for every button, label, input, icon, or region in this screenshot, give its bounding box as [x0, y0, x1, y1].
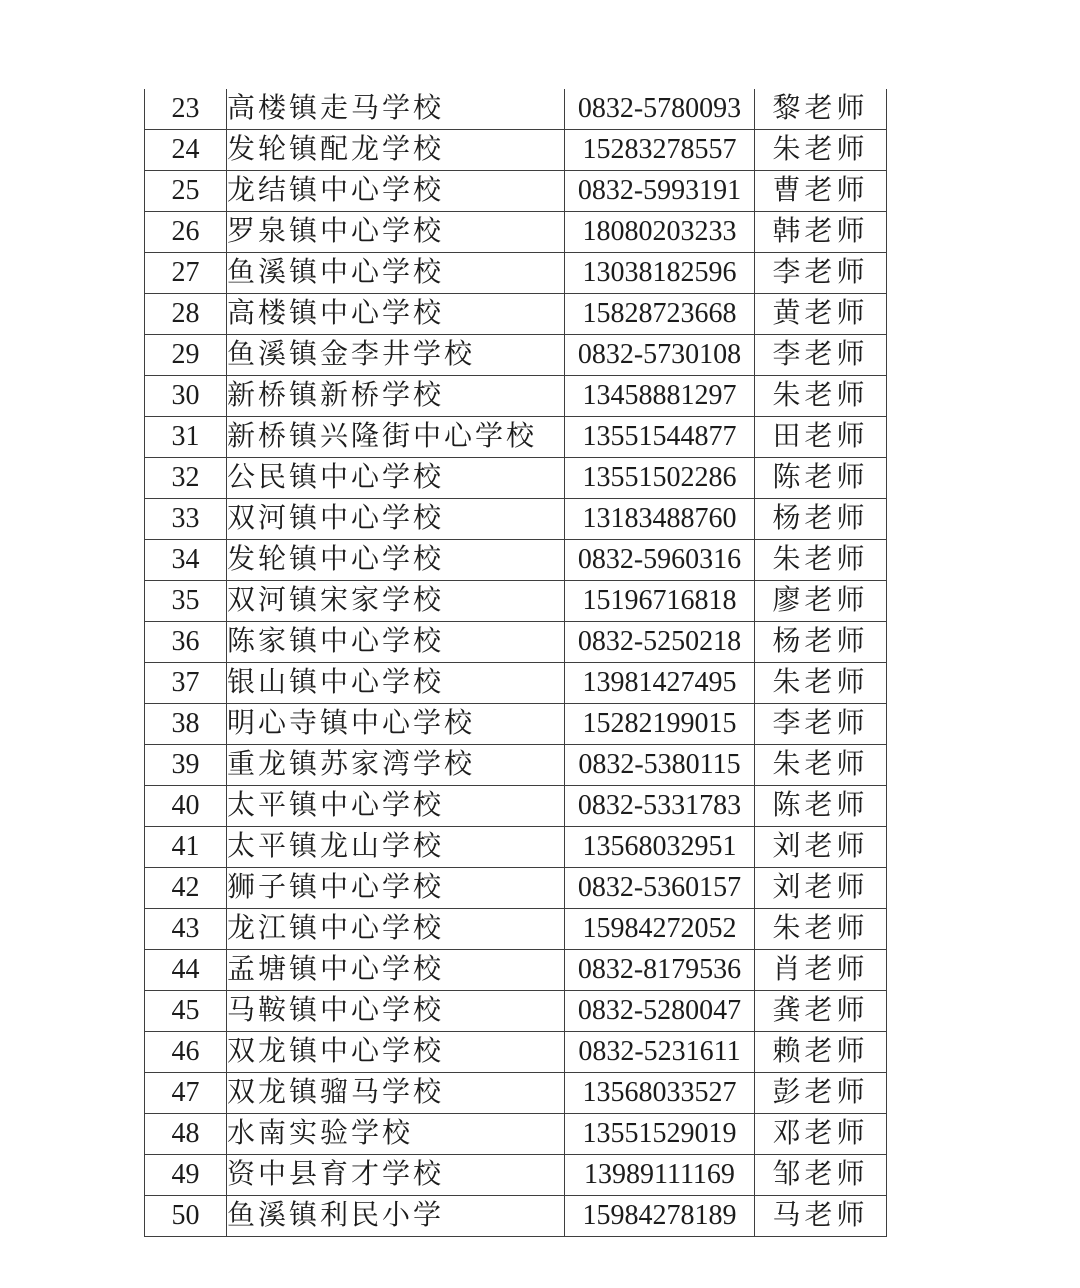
- school-name-cell: 水南实验学校: [227, 1114, 565, 1155]
- contact-name-cell: 邓老师: [755, 1114, 887, 1155]
- phone-number-cell: 0832-5231611: [565, 1032, 755, 1073]
- row-number-cell: 25: [145, 171, 227, 212]
- school-name-cell: 太平镇龙山学校: [227, 827, 565, 868]
- row-number-cell: 49: [145, 1155, 227, 1196]
- table-row: [145, 1114, 887, 1155]
- row-number-cell: 42: [145, 868, 227, 909]
- school-contact-table-container: [144, 89, 882, 1237]
- phone-number-cell: 0832-5960316: [565, 540, 755, 581]
- table-row: [145, 581, 887, 622]
- table-row: [145, 663, 887, 704]
- phone-number-cell: 13568032951: [565, 827, 755, 868]
- school-name-cell: 太平镇中心学校: [227, 786, 565, 827]
- phone-number-cell: 13981427495: [565, 663, 755, 704]
- contact-name-cell: 田老师: [755, 417, 887, 458]
- row-number-cell: 43: [145, 909, 227, 950]
- table-row: [145, 1073, 887, 1114]
- row-number-cell: 41: [145, 827, 227, 868]
- phone-number-cell: 13568033527: [565, 1073, 755, 1114]
- school-name-cell: 龙结镇中心学校: [227, 171, 565, 212]
- contact-name-cell: 李老师: [755, 253, 887, 294]
- table-row: [145, 253, 887, 294]
- row-number-cell: 36: [145, 622, 227, 663]
- contact-name-cell: 马老师: [755, 1196, 887, 1237]
- school-name-cell: 资中县育才学校: [227, 1155, 565, 1196]
- table-row: [145, 704, 887, 745]
- phone-number-cell: 15828723668: [565, 294, 755, 335]
- school-name-cell: 银山镇中心学校: [227, 663, 565, 704]
- phone-number-cell: 18080203233: [565, 212, 755, 253]
- phone-number-cell: 13183488760: [565, 499, 755, 540]
- school-contact-table: [144, 89, 887, 1237]
- row-number-cell: 48: [145, 1114, 227, 1155]
- contact-name-cell: 陈老师: [755, 458, 887, 499]
- contact-name-cell: 肖老师: [755, 950, 887, 991]
- contact-name-cell: 朱老师: [755, 909, 887, 950]
- contact-name-cell: 廖老师: [755, 581, 887, 622]
- table-row: [145, 294, 887, 335]
- table-row: [145, 622, 887, 663]
- row-number-cell: 46: [145, 1032, 227, 1073]
- school-name-cell: 公民镇中心学校: [227, 458, 565, 499]
- table-row: [145, 417, 887, 458]
- row-number-cell: 27: [145, 253, 227, 294]
- contact-name-cell: 朱老师: [755, 376, 887, 417]
- row-number-cell: 24: [145, 130, 227, 171]
- contact-name-cell: 朱老师: [755, 130, 887, 171]
- school-name-cell: 高楼镇中心学校: [227, 294, 565, 335]
- contact-name-cell: 陈老师: [755, 786, 887, 827]
- school-name-cell: 双龙镇中心学校: [227, 1032, 565, 1073]
- phone-number-cell: 0832-5380115: [565, 745, 755, 786]
- school-name-cell: 发轮镇配龙学校: [227, 130, 565, 171]
- table-row: [145, 868, 887, 909]
- contact-name-cell: 朱老师: [755, 745, 887, 786]
- school-name-cell: 重龙镇苏家湾学校: [227, 745, 565, 786]
- phone-number-cell: 15196716818: [565, 581, 755, 622]
- school-name-cell: 罗泉镇中心学校: [227, 212, 565, 253]
- table-row: [145, 171, 887, 212]
- phone-number-cell: 15282199015: [565, 704, 755, 745]
- row-number-cell: 33: [145, 499, 227, 540]
- contact-name-cell: 刘老师: [755, 827, 887, 868]
- table-row: [145, 950, 887, 991]
- table-row: [145, 458, 887, 499]
- school-name-cell: 陈家镇中心学校: [227, 622, 565, 663]
- phone-number-cell: 0832-5331783: [565, 786, 755, 827]
- school-name-cell: 发轮镇中心学校: [227, 540, 565, 581]
- contact-name-cell: 彭老师: [755, 1073, 887, 1114]
- school-name-cell: 双河镇中心学校: [227, 499, 565, 540]
- school-name-cell: 鱼溪镇金李井学校: [227, 335, 565, 376]
- contact-name-cell: 邹老师: [755, 1155, 887, 1196]
- row-number-cell: 39: [145, 745, 227, 786]
- contact-name-cell: 黄老师: [755, 294, 887, 335]
- phone-number-cell: 0832-5280047: [565, 991, 755, 1032]
- school-name-cell: 狮子镇中心学校: [227, 868, 565, 909]
- contact-name-cell: 杨老师: [755, 499, 887, 540]
- row-number-cell: 50: [145, 1196, 227, 1237]
- school-name-cell: 新桥镇兴隆街中心学校: [227, 417, 565, 458]
- phone-number-cell: 0832-5360157: [565, 868, 755, 909]
- school-name-cell: 高楼镇走马学校: [227, 89, 565, 130]
- contact-name-cell: 刘老师: [755, 868, 887, 909]
- school-name-cell: 鱼溪镇中心学校: [227, 253, 565, 294]
- table-row: [145, 376, 887, 417]
- table-row: [145, 130, 887, 171]
- contact-name-cell: 李老师: [755, 704, 887, 745]
- contact-name-cell: 龚老师: [755, 991, 887, 1032]
- row-number-cell: 40: [145, 786, 227, 827]
- phone-number-cell: 0832-5730108: [565, 335, 755, 376]
- row-number-cell: 28: [145, 294, 227, 335]
- table-row: [145, 786, 887, 827]
- phone-number-cell: 0832-5250218: [565, 622, 755, 663]
- row-number-cell: 34: [145, 540, 227, 581]
- phone-number-cell: 13038182596: [565, 253, 755, 294]
- contact-name-cell: 曹老师: [755, 171, 887, 212]
- table-row: [145, 212, 887, 253]
- contact-name-cell: 李老师: [755, 335, 887, 376]
- contact-name-cell: 朱老师: [755, 540, 887, 581]
- table-row: [145, 89, 887, 130]
- row-number-cell: 30: [145, 376, 227, 417]
- contact-name-cell: 韩老师: [755, 212, 887, 253]
- row-number-cell: 37: [145, 663, 227, 704]
- phone-number-cell: 13551544877: [565, 417, 755, 458]
- phone-number-cell: 15984272052: [565, 909, 755, 950]
- school-name-cell: 马鞍镇中心学校: [227, 991, 565, 1032]
- school-name-cell: 明心寺镇中心学校: [227, 704, 565, 745]
- table-row: [145, 335, 887, 376]
- row-number-cell: 35: [145, 581, 227, 622]
- row-number-cell: 23: [145, 89, 227, 130]
- school-name-cell: 双龙镇骝马学校: [227, 1073, 565, 1114]
- school-name-cell: 孟塘镇中心学校: [227, 950, 565, 991]
- table-row: [145, 991, 887, 1032]
- table-row: [145, 540, 887, 581]
- contact-name-cell: 黎老师: [755, 89, 887, 130]
- row-number-cell: 44: [145, 950, 227, 991]
- school-name-cell: 龙江镇中心学校: [227, 909, 565, 950]
- row-number-cell: 26: [145, 212, 227, 253]
- phone-number-cell: 13458881297: [565, 376, 755, 417]
- contact-table-body: [145, 89, 887, 1237]
- school-name-cell: 新桥镇新桥学校: [227, 376, 565, 417]
- contact-name-cell: 赖老师: [755, 1032, 887, 1073]
- table-row: [145, 499, 887, 540]
- phone-number-cell: 15283278557: [565, 130, 755, 171]
- phone-number-cell: 15984278189: [565, 1196, 755, 1237]
- table-row: [145, 1155, 887, 1196]
- school-name-cell: 鱼溪镇利民小学: [227, 1196, 565, 1237]
- school-name-cell: 双河镇宋家学校: [227, 581, 565, 622]
- table-row: [145, 1196, 887, 1237]
- table-row: [145, 1032, 887, 1073]
- row-number-cell: 45: [145, 991, 227, 1032]
- row-number-cell: 31: [145, 417, 227, 458]
- table-row: [145, 909, 887, 950]
- row-number-cell: 38: [145, 704, 227, 745]
- row-number-cell: 29: [145, 335, 227, 376]
- table-row: [145, 827, 887, 868]
- phone-number-cell: 0832-5993191: [565, 171, 755, 212]
- contact-name-cell: 杨老师: [755, 622, 887, 663]
- table-row: [145, 745, 887, 786]
- phone-number-cell: 13551502286: [565, 458, 755, 499]
- phone-number-cell: 13989111169: [565, 1155, 755, 1196]
- row-number-cell: 47: [145, 1073, 227, 1114]
- contact-name-cell: 朱老师: [755, 663, 887, 704]
- phone-number-cell: 0832-8179536: [565, 950, 755, 991]
- phone-number-cell: 0832-5780093: [565, 89, 755, 130]
- phone-number-cell: 13551529019: [565, 1114, 755, 1155]
- row-number-cell: 32: [145, 458, 227, 499]
